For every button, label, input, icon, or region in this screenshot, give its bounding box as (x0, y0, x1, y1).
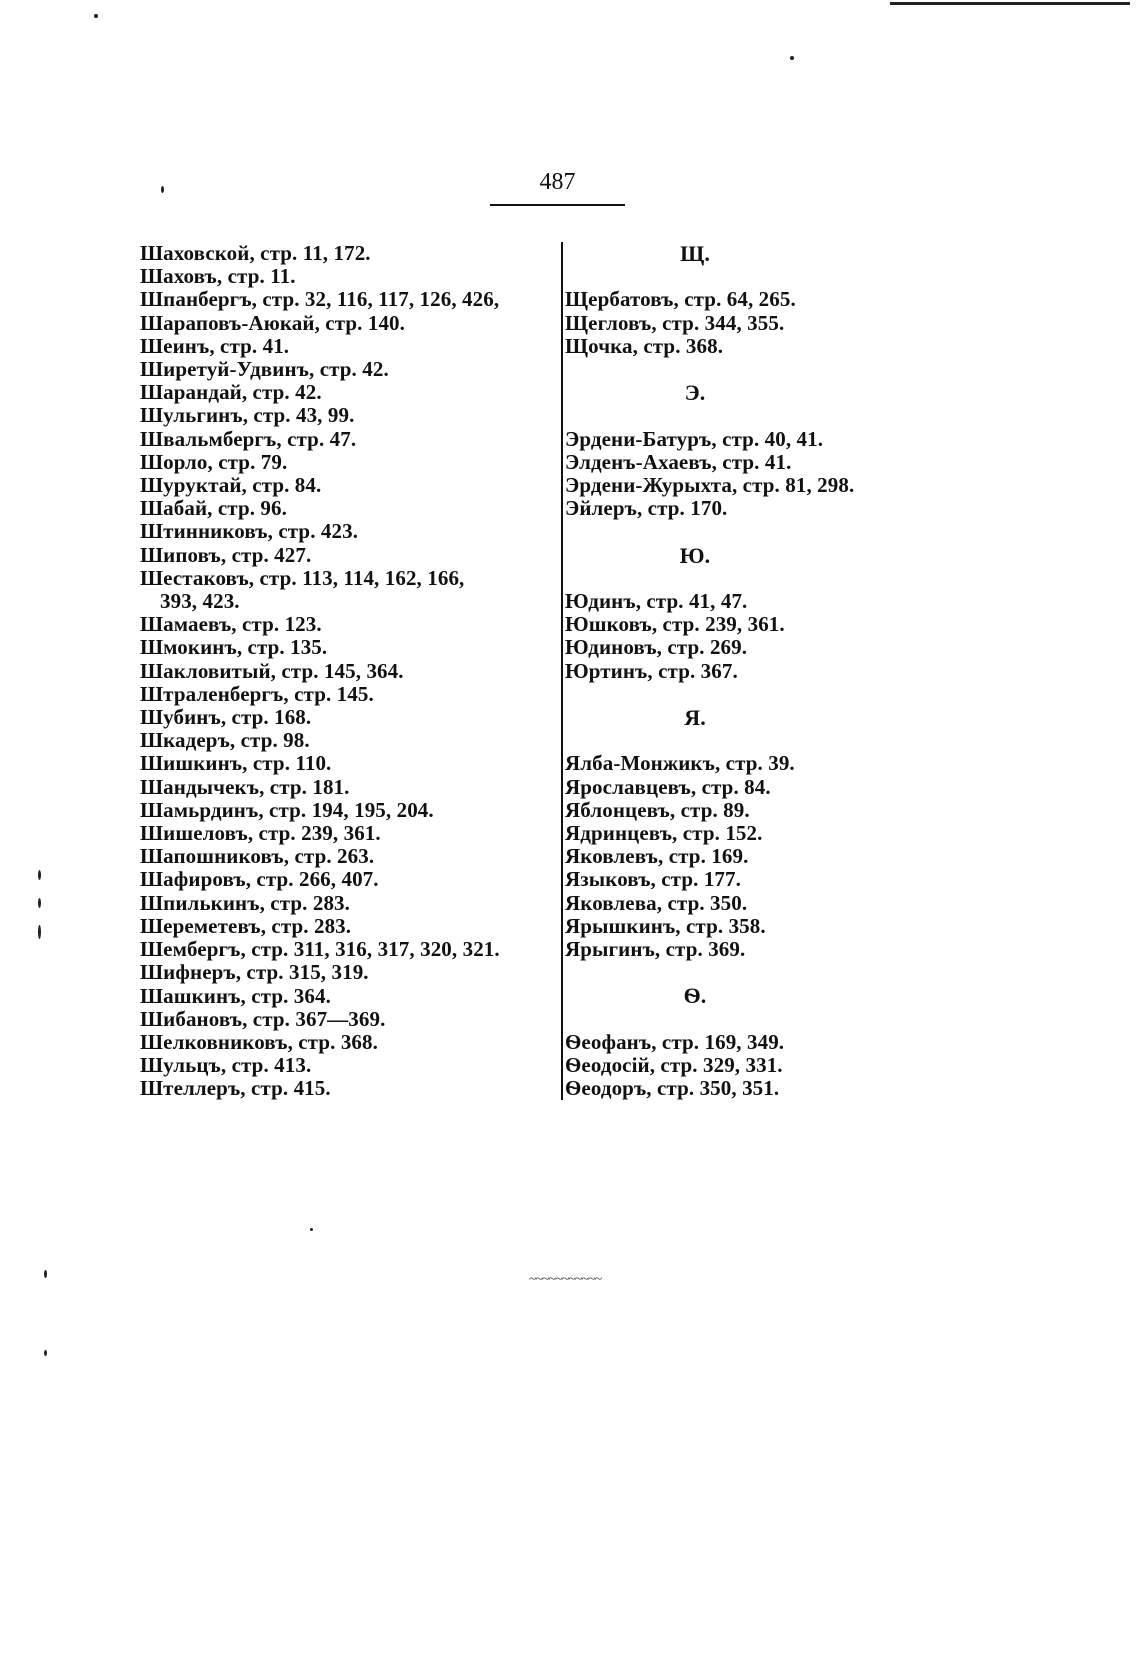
index-entry: Шеинъ, стр. 41. (140, 333, 290, 358)
index-entry: Шибановъ, стр. 367—369. (140, 1006, 386, 1031)
index-column-left (140, 242, 560, 1101)
index-entry: Эрдени-Батуръ, стр. 40, 41. (565, 426, 824, 451)
index-entry: Шандычекъ, стр. 181. (140, 774, 350, 799)
index-entry: Шульгинъ, стр. 43, 99. (140, 403, 355, 428)
index-entry: Шелковниковъ, стр. 368. (140, 1029, 378, 1054)
index-entry: Яблонцевъ, стр. 89. (565, 797, 750, 822)
index-entry: Шульцъ, стр. 413. (140, 1053, 312, 1078)
end-ornament: ~~~~~~~~~~~ (528, 1272, 602, 1287)
index-entry: Ярышкинъ, стр. 358. (565, 913, 766, 938)
index-entry: Ширетуй-Удвинъ, стр. 42. (140, 357, 389, 382)
top-edge-rule (890, 2, 1130, 5)
index-entry: Шереметевъ, стр. 283. (140, 913, 352, 938)
index-entry: Ярославцевъ, стр. 84. (565, 774, 771, 799)
print-speck (94, 14, 98, 18)
index-entry: Штеллеръ, стр. 415. (140, 1076, 331, 1101)
section-letter-e: Э. (684, 380, 706, 406)
index-entry: Шапошниковъ, стр. 263. (140, 844, 375, 869)
index-entry: Шифнеръ, стр. 315, 319. (140, 960, 369, 985)
index-entry: Ѳеодосій, стр. 329, 331. (565, 1052, 783, 1077)
index-entry: Шубинъ, стр. 168. (140, 705, 312, 730)
print-speck (161, 186, 164, 193)
print-speck (790, 56, 794, 60)
index-entry: Шкадеръ, стр. 98. (140, 728, 310, 753)
index-entry: Ѳеодоръ, стр. 350, 351. (565, 1076, 780, 1101)
index-entry: Щегловъ, стр. 344, 355. (565, 310, 785, 335)
index-entry: Шараповъ-Аюкай, стр. 140. (140, 310, 406, 335)
index-entry: Элденъ-Ахаевъ, стр. 41. (565, 449, 792, 474)
print-speck (38, 870, 41, 880)
index-entry: Шамаевъ, стр. 123. (140, 612, 322, 637)
section-spacer (565, 567, 895, 590)
index-entry: Шмокинъ, стр. 135. (140, 635, 328, 660)
index-entry: Шакловитый, стр. 145, 364. (140, 658, 404, 683)
index-entry: Юдиновъ, стр. 269. (565, 635, 748, 660)
print-speck (44, 1270, 47, 1278)
index-entry: Щербатовъ, стр. 64, 265. (565, 287, 796, 312)
index-entry: Ярыгинъ, стр. 369. (565, 936, 746, 961)
section-spacer (565, 683, 895, 706)
section-letter-fita: Ѳ. (683, 983, 707, 1009)
index-entry: Штинниковъ, стр. 423. (140, 519, 359, 544)
index-entry: Шабай, стр. 96. (140, 496, 287, 521)
section-spacer (565, 1008, 895, 1031)
index-entry: Языковъ, стр. 177. (565, 867, 741, 892)
section-letter-ya: Я. (684, 704, 706, 730)
index-entry: Шестаковъ, стр. 113, 114, 162, 166, (140, 565, 465, 590)
index-entry: Яковлевъ, стр. 169. (565, 844, 749, 869)
index-entry: Юртинъ, стр. 367. (565, 658, 738, 683)
index-entry: Эйлеръ, стр. 170. (565, 496, 728, 521)
index-entry: Шишеловъ, стр. 239, 361. (140, 821, 381, 846)
index-entry: Штраленбергъ, стр. 145. (140, 681, 374, 706)
index-entry: Ѳеофанъ, стр. 169, 349. (565, 1029, 785, 1054)
index-entry: Юдинъ, стр. 41, 47. (565, 588, 748, 613)
section-spacer (565, 961, 895, 984)
index-entry: Швальмбергъ, стр. 47. (140, 426, 357, 451)
index-entry: Шуруктай, стр. 84. (140, 473, 322, 498)
index-entry: Шафировъ, стр. 266, 407. (140, 867, 379, 892)
index-entry: Ялба-Монжикъ, стр. 39. (565, 751, 795, 776)
index-entry: Шаховъ, стр. 11. (140, 264, 296, 289)
print-speck (38, 925, 41, 939)
section-letter-yu: Ю. (679, 542, 711, 568)
index-entry: Щочка, стр. 368. (565, 333, 724, 358)
index-entry: Шаховской, стр. 11, 172. (140, 241, 371, 265)
index-entry: Шамьрдинъ, стр. 194, 195, 204. (140, 797, 434, 822)
section-spacer (565, 358, 895, 381)
index-entry: Шарандай, стр. 42. (140, 380, 322, 405)
page-number-rule (490, 204, 625, 206)
column-divider (561, 242, 563, 1100)
print-speck (310, 1228, 313, 1231)
index-entry: Шпанбергъ, стр. 32, 116, 117, 126, 426, (140, 287, 500, 312)
index-entry: Шиповъ, стр. 427. (140, 542, 312, 567)
print-speck (44, 1350, 47, 1356)
page-number: 487 (539, 169, 576, 195)
index-entry: Яковлева, стр. 350. (565, 890, 748, 915)
index-entry: Юшковъ, стр. 239, 361. (565, 612, 785, 637)
section-spacer (565, 404, 895, 427)
index-entry: Шорло, стр. 79. (140, 449, 288, 474)
section-spacer (565, 520, 895, 543)
index-entry-continuation: 393, 423. (160, 589, 240, 614)
index-column-right (565, 242, 895, 1100)
index-entry: Ядринцевъ, стр. 152. (565, 820, 763, 845)
index-entry: Шпилькинъ, стр. 283. (140, 890, 351, 915)
index-entry: Шембергъ, стр. 311, 316, 317, 320, 321. (140, 937, 500, 962)
section-spacer (565, 265, 895, 288)
index-entry: Шишкинъ, стр. 110. (140, 751, 332, 776)
section-letter-shcha: Щ. (680, 241, 710, 266)
index-entry: Эрдени-Журыхта, стр. 81, 298. (565, 472, 855, 497)
print-speck (38, 898, 41, 908)
index-entry: Шашкинъ, стр. 364. (140, 983, 331, 1008)
section-spacer (565, 729, 895, 752)
